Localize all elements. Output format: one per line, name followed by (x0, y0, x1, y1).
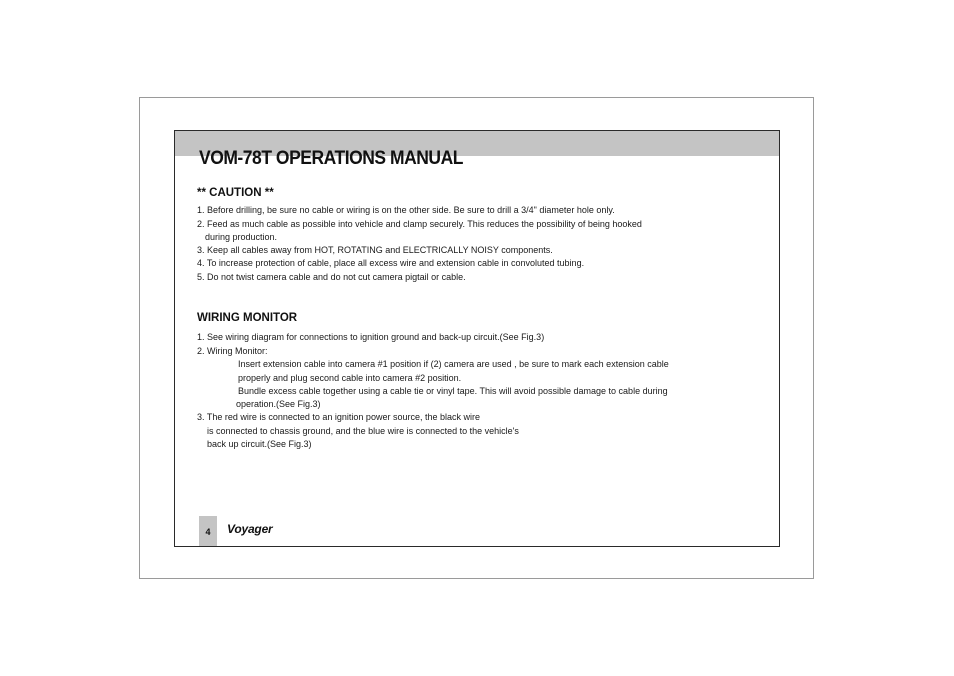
brand-logo: Voyager (227, 522, 273, 536)
caution-line-2: 2. Feed as much cable as possible into vehicle and clamp securely. This reduces the possibility of being hooked (197, 219, 642, 229)
caution-line-3: 3. Keep all cables away from HOT, ROTATING and ELECTRICALLY NOISY components. (197, 245, 553, 255)
wiring-line-3c: back up circuit.(See Fig.3) (207, 439, 312, 449)
wiring-line-2d: operation.(See Fig.3) (236, 399, 321, 409)
caution-line-2-cont: during production. (205, 232, 278, 242)
page-number-tab (199, 516, 217, 546)
wiring-line-1: 1. See wiring diagram for connections to ignition ground and back-up circuit.(See Fig.3) (197, 332, 545, 342)
wiring-line-2c: Bundle excess cable together using a cable tie or vinyl tape. This will avoid possible damage to cable during (238, 386, 668, 396)
page-title: VOM-78T OPERATIONS MANUAL (199, 148, 463, 169)
wiring-line-2: 2. Wiring Monitor: (197, 346, 268, 356)
caution-line-4: 4. To increase protection of cable, place all excess wire and extension cable in convoluted tubing. (197, 258, 585, 268)
wiring-heading: WIRING MONITOR (197, 312, 298, 324)
wiring-line-3: 3. The red wire is connected to an ignition power source, the black wire (197, 412, 480, 422)
caution-heading: ** CAUTION ** (197, 187, 274, 199)
wiring-line-3b: is connected to chassis ground, and the blue wire is connected to the vehicle's (207, 426, 519, 436)
manual-page (174, 130, 780, 547)
wiring-line-2b: properly and plug second cable into camera #2 position. (238, 373, 462, 383)
page-number: 4 (205, 527, 211, 537)
caution-line-5: 5. Do not twist camera cable and do not cut camera pigtail or cable. (197, 272, 466, 282)
wiring-line-2a: Insert extension cable into camera #1 position if (2) camera are used , be sure to mark each extension cable (238, 359, 669, 369)
caution-line-1: 1. Before drilling, be sure no cable or wiring is on the other side. Be sure to drill a 3/4" diameter hole only. (197, 205, 615, 215)
